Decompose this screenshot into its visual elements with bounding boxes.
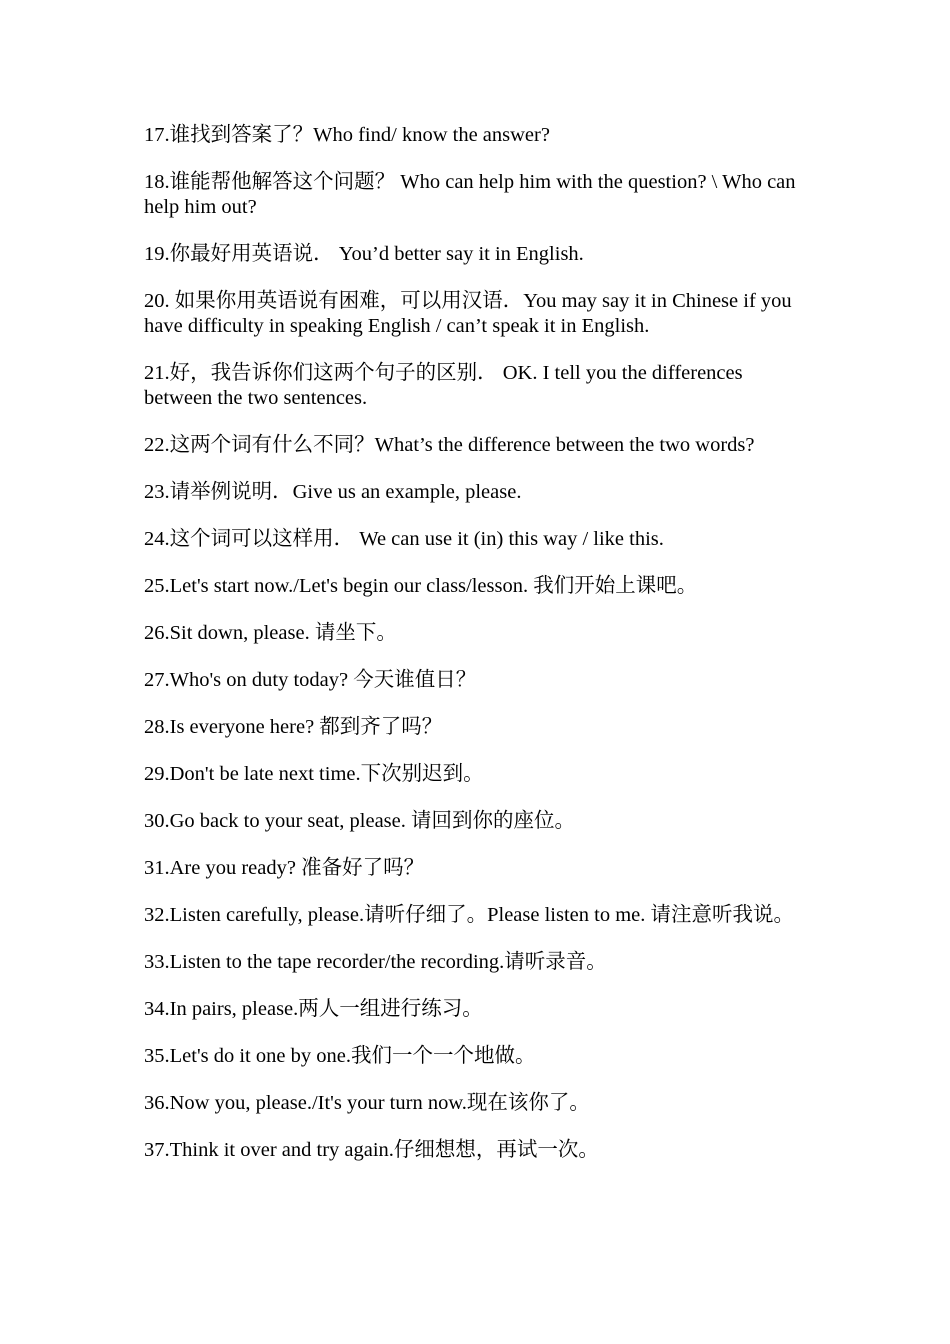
paragraph-30: 30.Go back to your seat, please. 请回到你的座位。: [144, 810, 575, 832]
paragraph-20: 20. 如果你用英语说有困难，可以用汉语．You may say it in Chinese if you have difficulty in speaking English / can’t speak it in English.: [144, 290, 792, 337]
paragraph-23: 23.请举例说明．Give us an example, please.: [144, 481, 522, 503]
paragraph-21: 21.好，我告诉你们这两个句子的区别． OK. I tell you the differences between the two sentences.: [144, 362, 743, 409]
document-body: [144, 123, 810, 1185]
paragraph-26: 26.Sit down, please. 请坐下。: [144, 622, 397, 644]
paragraph-22: 22.这两个词有什么不同？What’s the difference between the two words?: [144, 434, 755, 456]
paragraph-25: 25.Let's start now./Let's begin our class/lesson. 我们开始上课吧。: [144, 575, 698, 597]
paragraph-35: 35.Let's do it one by one.我们一个一个地做。: [144, 1045, 536, 1067]
paragraph-33: 33.Listen to the tape recorder/the recording.请听录音。: [144, 951, 607, 973]
paragraph-34: 34.In pairs, please.两人一组进行练习。: [144, 998, 483, 1020]
paragraph-29: 29.Don't be late next time.下次别迟到。: [144, 763, 484, 785]
paragraph-32: 32.Listen carefully, please.请听仔细了。Please listen to me. 请注意听我说。: [144, 904, 794, 926]
paragraph-17: 17.谁找到答案了？Who find/ know the answer?: [144, 124, 550, 146]
paragraph-19: 19.你最好用英语说． You’d better say it in English.: [144, 243, 584, 265]
paragraph-36: 36.Now you, please./It's your turn now.现在该你了。: [144, 1092, 590, 1114]
paragraph-28: 28.Is everyone here? 都到齐了吗？: [144, 716, 443, 738]
paragraph-37: 37.Think it over and try again.仔细想想，再试一次。: [144, 1139, 599, 1161]
paragraph-31: 31.Are you ready? 准备好了吗？: [144, 857, 425, 879]
paragraph-18: 18.谁能帮他解答这个问题？ Who can help him with the question? \ Who can help him out?: [144, 171, 796, 218]
paragraph-24: 24.这个词可以这样用． We can use it (in) this way / like this.: [144, 528, 664, 550]
paragraph-27: 27.Who's on duty today? 今天谁值日？: [144, 669, 477, 691]
